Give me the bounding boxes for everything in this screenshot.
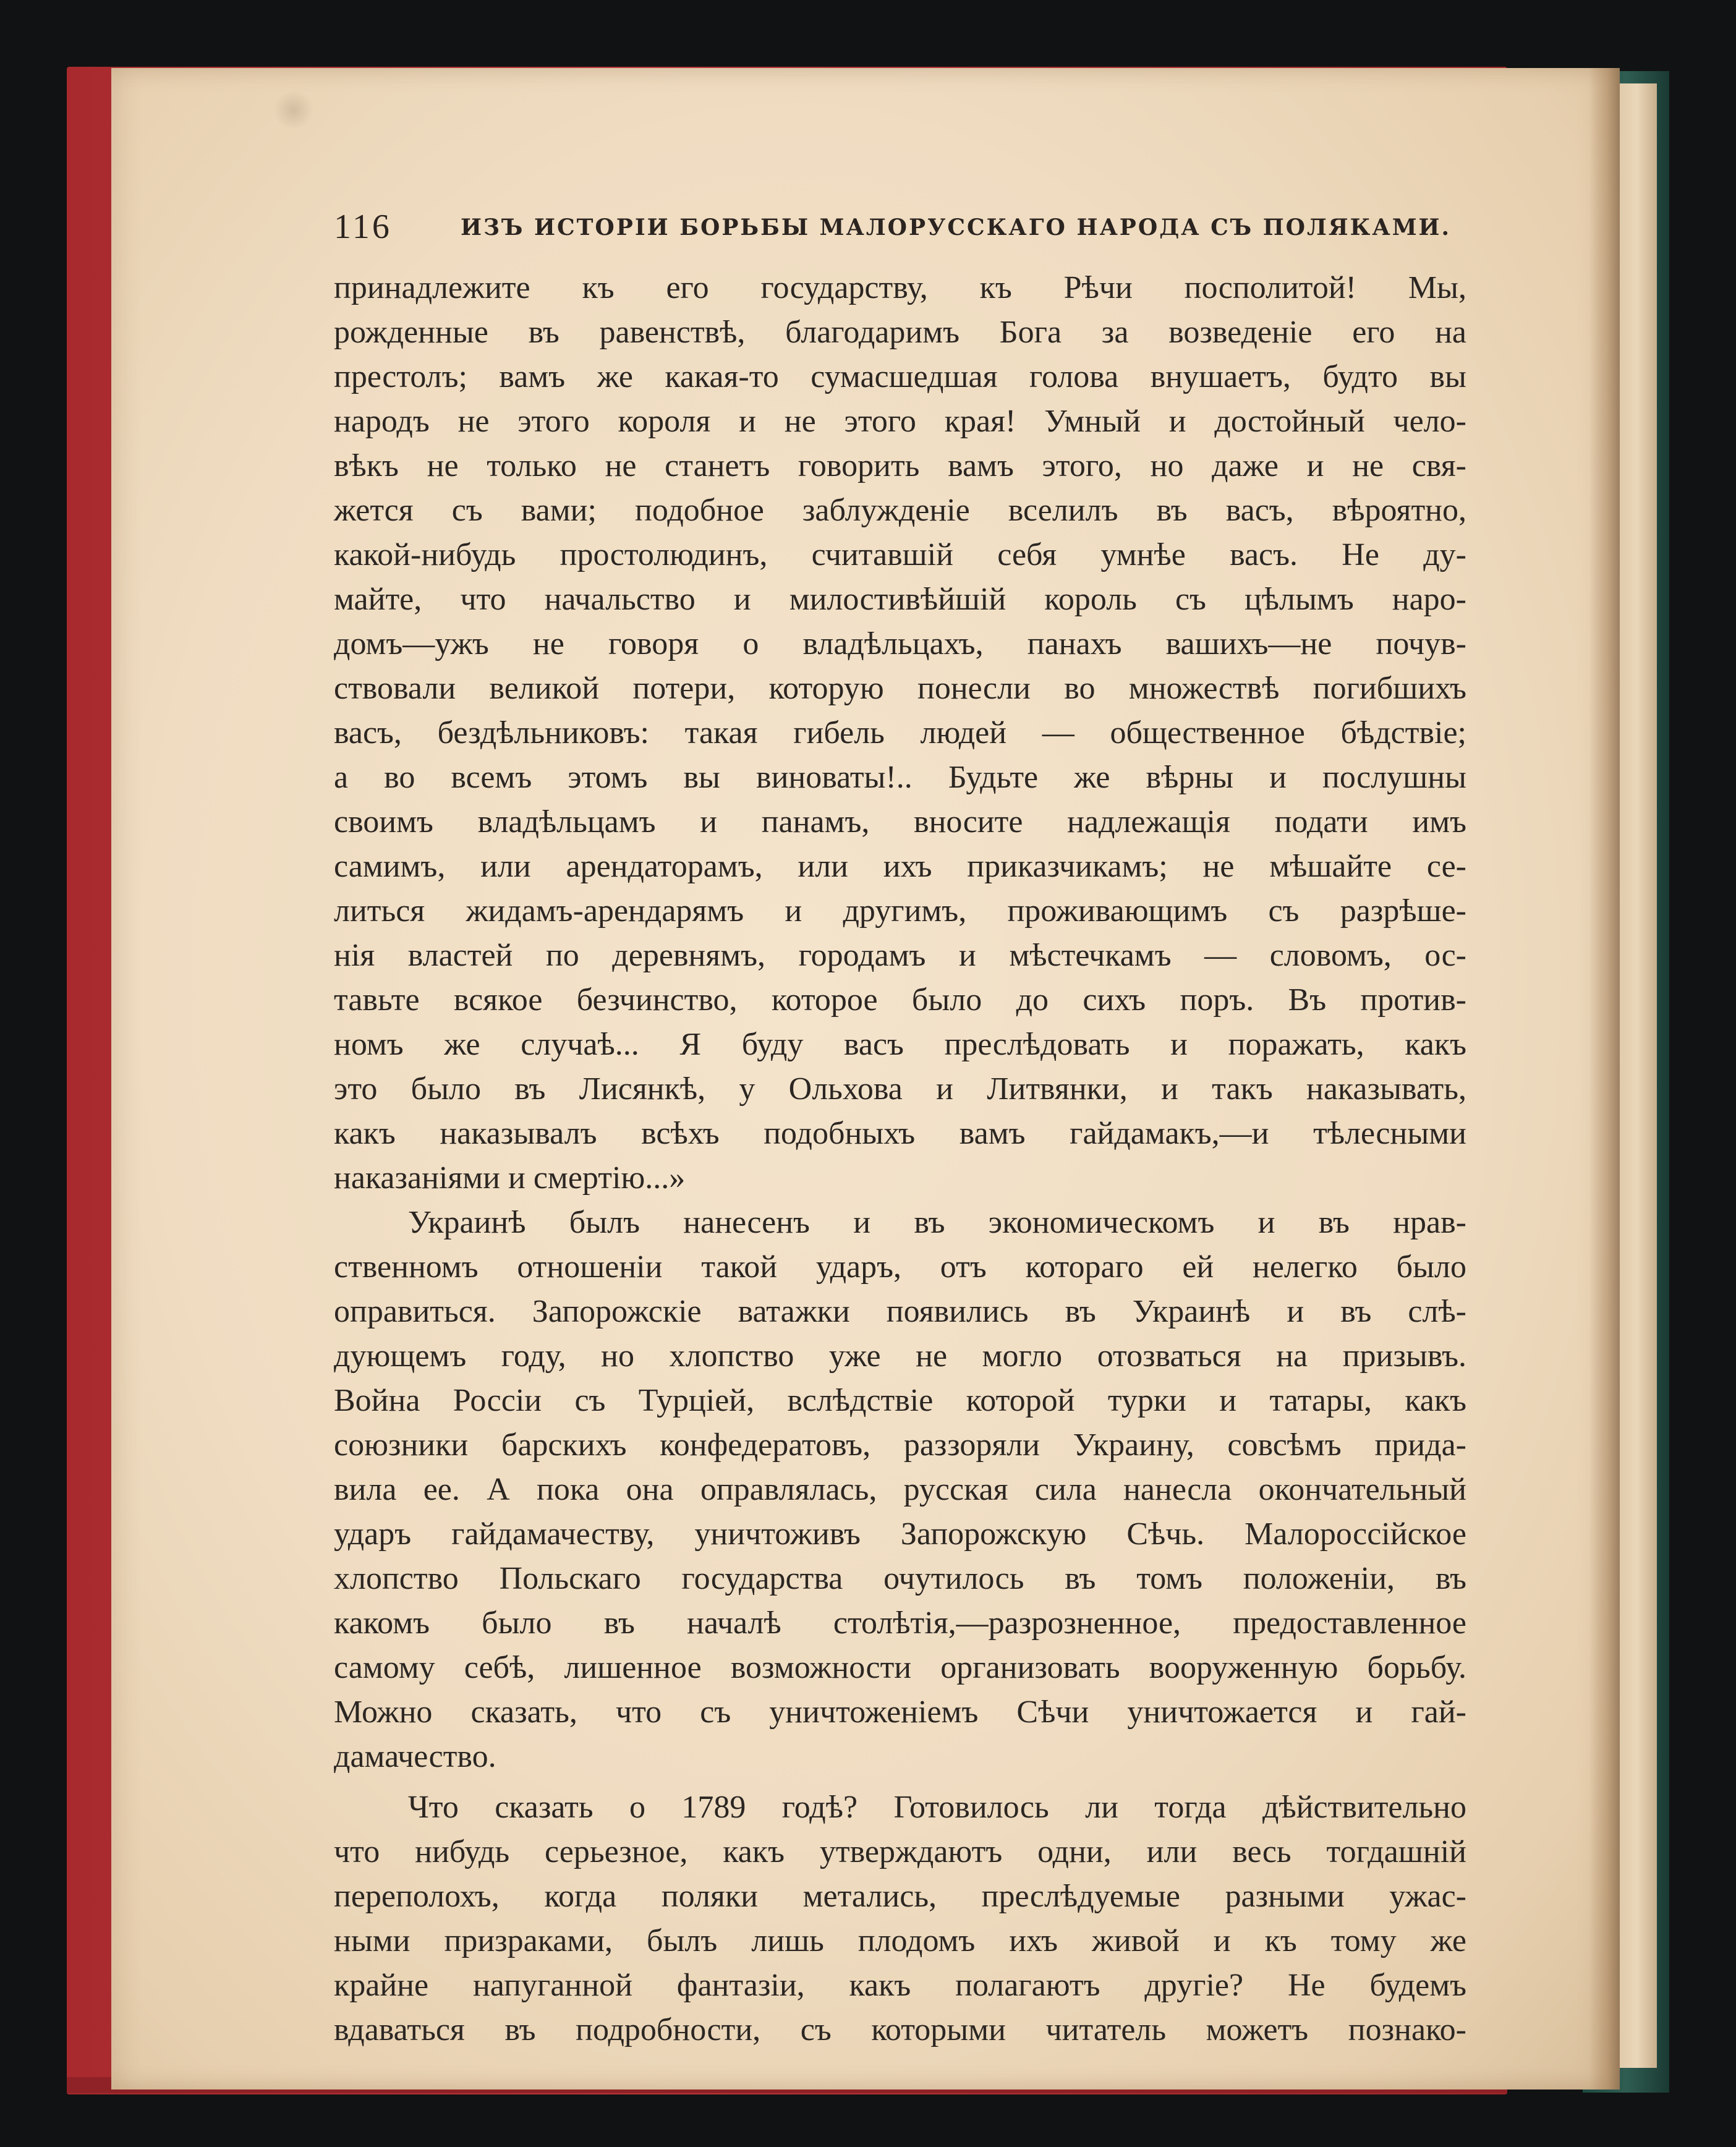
text-line: переполохъ, когда поляки метались, преслѣдуемые разными ужас- — [334, 1879, 1466, 1914]
text-line: вила ее. А пока она оправлялась, русская сила нанесла окончательный — [334, 1472, 1466, 1507]
text-line: тавьте всякое безчинство, которое было до сихъ поръ. Въ против- — [334, 982, 1466, 1018]
text-line: оправиться. Запорожскіе ватажки появились въ Украинѣ и въ слѣ- — [334, 1294, 1466, 1329]
text-line: нія властей по деревнямъ, городамъ и мѣстечкамъ — словомъ, ос- — [334, 938, 1466, 973]
text-line: номъ же случаѣ... Я буду васъ преслѣдовать и поражать, какъ — [334, 1027, 1466, 1062]
text-line: литься жидамъ-арендарямъ и другимъ, проживающимъ съ разрѣше- — [334, 893, 1466, 929]
text-line: Что сказать о 1789 годѣ? Готовилось ли тогда дѣйствительно — [408, 1790, 1466, 1825]
text-line: вдаваться въ подробности, съ которыми читатель можетъ познако- — [334, 2012, 1466, 2047]
text-line: самому себѣ, лишенное возможности организовать вооруженную борьбу. — [334, 1650, 1466, 1685]
text-line: союзники барскихъ конфедератовъ, раззоряли Украину, совсѣмъ прида- — [334, 1427, 1466, 1463]
running-title: ИЗЪ ИСТОРІИ БОРЬБЫ МАЛОРУССКАГО НАРОДА СЪ ПОЛЯКАМИ. — [461, 215, 1452, 240]
text-line: какомъ было въ началѣ столѣтія,—разрозненное, предоставленное — [334, 1605, 1466, 1641]
text-line: это было въ Лисянкѣ, у Ольхова и Литвянки, и такъ наказывать, — [334, 1071, 1466, 1107]
text-line: народъ не этого короля и не этого края! Умный и достойный чело- — [334, 404, 1466, 439]
paragraph-gap — [334, 1779, 1466, 1785]
text-line: а во всемъ этомъ вы виноваты!.. Будьте же вѣрны и послушны — [334, 760, 1466, 795]
text-line: ными призраками, былъ лишь плодомъ ихъ живой и къ тому же — [334, 1923, 1466, 1958]
text-line: Война Россіи съ Турціей, вслѣдствіе которой турки и татары, какъ — [334, 1383, 1466, 1418]
page-body — [334, 266, 1466, 2052]
text-line: рожденные въ равенствѣ, благодаримъ Бога за возведеніе его на — [334, 315, 1466, 350]
paper-stain — [272, 91, 315, 129]
text-line: дамачество. — [334, 1739, 496, 1774]
text-line: дующемъ году, но хлопство уже не могло отозваться на призывъ. — [334, 1338, 1466, 1374]
text-line: что нибудь серьезное, какъ утверждаютъ одни, или весь тогдашній — [334, 1834, 1466, 1869]
text-line: наказаніями и смертію...» — [334, 1160, 686, 1196]
text-line: жется съ вами; подобное заблужденіе вселилъ въ васъ, вѣроятно, — [334, 493, 1466, 528]
page-fold-shadow — [1589, 68, 1620, 2090]
text-line: вѣкъ не только не станетъ говорить вамъ этого, но даже и не свя- — [334, 448, 1466, 483]
text-line: хлопство Польскаго государства очутилось въ томъ положеніи, въ — [334, 1561, 1466, 1596]
text-line: какой-нибудь простолюдинъ, считавшій себя умнѣе васъ. Не ду- — [334, 537, 1466, 572]
text-line: домъ—ужъ не говоря о владѣльцахъ, панахъ вашихъ—не почув- — [334, 626, 1466, 661]
text-line: ствовали великой потери, которую понесли во множествѣ погибшихъ — [334, 671, 1466, 706]
text-line: какъ наказывалъ всѣхъ подобныхъ вамъ гайдамакъ,—и тѣлесными — [334, 1116, 1466, 1151]
text-line: ственномъ отношеніи такой ударъ, отъ котораго ей нелегко было — [334, 1249, 1466, 1285]
text-line: васъ, бездѣльниковъ: такая гибель людей — общественное бѣдствіе; — [334, 715, 1466, 750]
text-line: принадлежите къ его государству, къ Рѣчи посполитой! Мы, — [334, 270, 1466, 305]
text-line: майте, что начальство и милостивѣйшій король съ цѣлымъ наро- — [334, 582, 1466, 617]
page-header — [334, 207, 1484, 257]
text-line: ударъ гайдамачеству, уничтоживъ Запорожскую Сѣчь. Малороссійское — [334, 1516, 1466, 1552]
text-line: самимъ, или арендаторамъ, или ихъ приказчикамъ; не мѣшайте се- — [334, 849, 1466, 884]
text-line: своимъ владѣльцамъ и панамъ, вносите надлежащія подати имъ — [334, 804, 1466, 840]
text-line: престолъ; вамъ же какая-то сумасшедшая голова внушаетъ, будто вы — [334, 359, 1466, 394]
page-number: 116 — [334, 208, 392, 246]
text-line: Украинѣ былъ нанесенъ и въ экономическомъ и въ нрав- — [408, 1205, 1466, 1240]
text-line: Можно сказать, что съ уничтоженіемъ Сѣчи уничтожается и гай- — [334, 1694, 1466, 1730]
text-line: крайне напуганной фантазіи, какъ полагаютъ другіе? Не будемъ — [334, 1968, 1466, 2003]
